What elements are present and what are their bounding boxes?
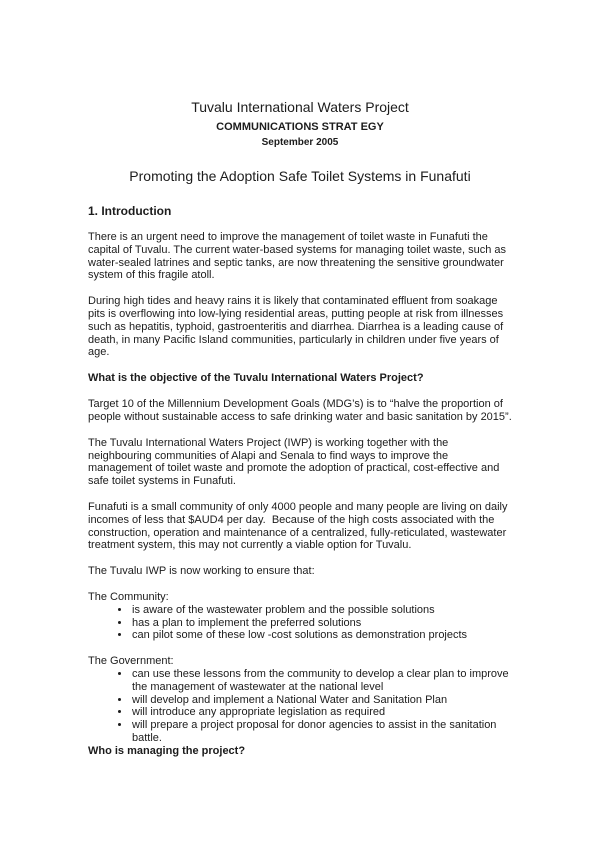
community-bullet-2: • has a plan to implement the preferred solutions [131,617,512,630]
project-title: Tuvalu International Waters Project [191,99,409,115]
government-bullet-3: • will introduce any appropriate legislation as required [131,706,512,719]
objective-heading: What is the objective of the Tuvalu International Waters Project? [88,372,424,385]
community-bullet-3: • can pilot some of these low -cost solutions as demonstration projects [131,629,512,642]
objective-paragraph-3: Funafuti is a small community of only 4000 people and many people are living on daily incomes of less that $AUD4 per day. Because of the high costs associated with the construction, operation and maintenance of a centralized, fully-reticulated, wastewater treatment system, this may not currently a viable option for Tuvalu. [88,500,508,552]
document-header [88,99,512,149]
government-label: The Government: [88,655,174,668]
intro-paragraph-2: During high tides and heavy rains it is likely that contaminated effluent from soakage pits is overflowing into low-lying residential areas, putting people at risk from illnesses such as hepatitis, typhoid, gastroenteritis and diarrhea. Diarrhea is a leading cause of death, in many Pacific Island communities, particularly in children under five years of age. [88,295,504,359]
community-bullet-list [88,604,512,642]
government-bullet-list [88,668,512,745]
government-bullet-2: • will develop and implement a National Water and Sanitation Plan [131,694,512,707]
government-bullet-4: • will prepare a project proposal for donor agencies to assist in the sanitation battle. [131,719,512,745]
objective-paragraph-1: Target 10 of the Millennium Development Goals (MDG’s) is to “halve the proportion of people without sustainable access to safe drinking water and basic sanitation by 2015”. [88,398,512,423]
community-label: The Community: [88,590,169,603]
government-bullet-1: • can use these lessons from the community to develop a clear plan to improve the management of wastewater at the national level [131,668,512,694]
introduction-heading: 1. Introduction [88,204,172,218]
communications-strategy-subtitle: COMMUNICATIONS STRAT EGY [216,121,384,133]
objective-paragraph-2: The Tuvalu International Waters Project (IWP) is working together with the neighbouring communities of Alapi and Senala to find ways to improve the management of toilet waste and promote the adoption of practical, cost-effective and safe toilet systems in Funafuti. [88,436,500,488]
objective-paragraph-4: The Tuvalu IWP is now working to ensure that: [88,565,315,578]
managing-heading: Who is managing the project? [88,744,246,757]
community-bullet-1: • is aware of the wastewater problem and the possible solutions [131,604,512,617]
intro-paragraph-1: There is an urgent need to improve the management of toilet waste in Funafuti the capital of Tuvalu. The current water-based systems for managing toilet waste, such as water-sealed latrines and septic tanks, are now threatening the sensitive groundwater system of this fragile atoll. [88,231,506,282]
document-date: September 2005 [261,137,339,148]
document-title: Promoting the Adoption Safe Toilet Systems in Funafuti [129,168,471,184]
